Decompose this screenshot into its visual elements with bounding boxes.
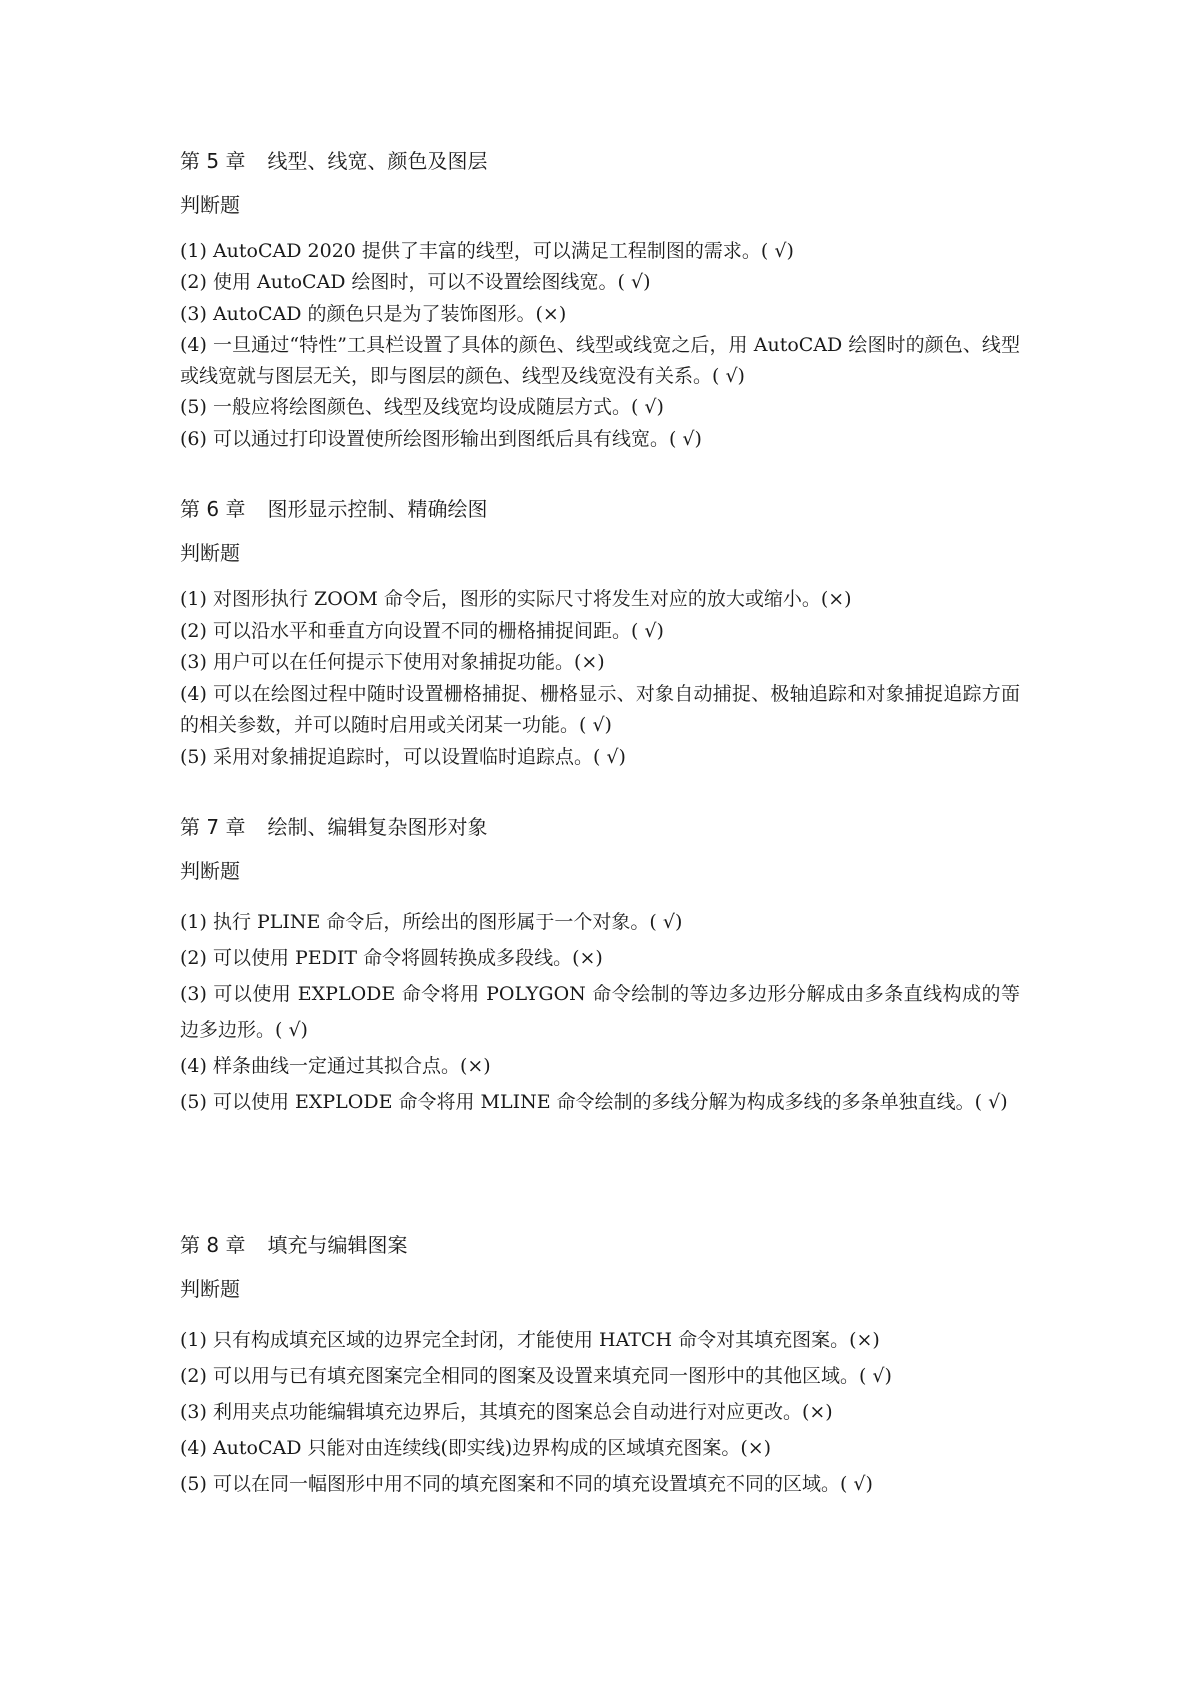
question-item: (3) 可以使用 EXPLODE 命令将用 POLYGON 命令绘制的等边多边形分解成由多条直线构成的等边多边形。( √)	[180, 983, 1020, 1041]
question-item: (2) 使用 AutoCAD 绘图时，可以不设置绘图线宽。( √)	[180, 271, 651, 294]
question-item: (3) 利用夹点功能编辑填充边界后，其填充的图案总会自动进行对应更改。(×)	[180, 1401, 833, 1423]
chapter-number: 第 8 章	[180, 1233, 246, 1257]
subheading: 判断题	[180, 193, 240, 217]
question-list	[180, 1322, 1020, 1502]
chapter-title	[180, 148, 1020, 174]
question-item: (3) AutoCAD 的颜色只是为了装饰图形。(×)	[180, 302, 567, 325]
question-item: (2) 可以沿水平和垂直方向设置不同的栅格捕捉间距。( √)	[180, 619, 664, 642]
chapter-number: 第 7 章	[180, 815, 246, 839]
question-item: (1) AutoCAD 2020 提供了丰富的线型，可以满足工程制图的需求。( √)	[180, 240, 794, 262]
question-item: (4) AutoCAD 只能对由连续线(即实线)边界构成的区域填充图案。(×)	[180, 1437, 772, 1459]
question-item: (1) 对图形执行 ZOOM 命令后，图形的实际尺寸将发生对应的放大或缩小。(×)	[180, 588, 852, 610]
chapter-name: 图形显示控制、精确绘图	[267, 497, 488, 521]
chapter-7-section	[180, 814, 1020, 1120]
chapter-6-section	[180, 496, 1020, 773]
chapter-number: 第 5 章	[180, 149, 246, 173]
question-item: (4) 样条曲线一定通过其拟合点。(×)	[180, 1055, 491, 1077]
question-item: (6) 可以通过打印设置使所绘图形输出到图纸后具有线宽。( √)	[180, 427, 702, 450]
chapter-5-section	[180, 148, 1020, 455]
chapter-title	[180, 814, 1020, 840]
subheading: 判断题	[180, 859, 240, 883]
question-item: (2) 可以用与已有填充图案完全相同的图案及设置来填充同一图形中的其他区域。( √)	[180, 1365, 892, 1387]
question-list	[180, 904, 1020, 1120]
subheading: 判断题	[180, 1277, 240, 1301]
question-item: (1) 执行 PLINE 命令后，所绘出的图形属于一个对象。( √)	[180, 911, 683, 933]
question-list	[180, 584, 1020, 773]
question-item: (5) 可以在同一幅图形中用不同的填充图案和不同的填充设置填充不同的区域。( √)	[180, 1473, 873, 1495]
chapter-name: 绘制、编辑复杂图形对象	[267, 815, 488, 839]
question-item: (2) 可以使用 PEDIT 命令将圆转换成多段线。(×)	[180, 947, 603, 969]
chapter-title	[180, 1232, 1020, 1258]
question-item: (4) 可以在绘图过程中随时设置栅格捕捉、栅格显示、对象自动捕捉、极轴追踪和对象捕捉追踪方面的相关参数，并可以随时启用或关闭某一功能。( √)	[180, 682, 1020, 736]
question-item: (5) 一般应将绘图颜色、线型及线宽均设成随层方式。( √)	[180, 396, 664, 419]
question-item: (5) 采用对象捕捉追踪时，可以设置临时追踪点。( √)	[180, 745, 626, 768]
question-item: (5) 可以使用 EXPLODE 命令将用 MLINE 命令绘制的多线分解为构成多线的多条单独直线。( √)	[180, 1091, 1008, 1113]
chapter-8-section	[180, 1232, 1020, 1502]
chapter-number: 第 6 章	[180, 497, 246, 521]
question-item: (3) 用户可以在任何提示下使用对象捕捉功能。(×)	[180, 651, 605, 673]
chapter-name: 线型、线宽、颜色及图层	[267, 149, 488, 173]
question-item: (4) 一旦通过“特性”工具栏设置了具体的颜色、线型或线宽之后，用 AutoCAD 绘图时的颜色、线型或线宽就与图层无关，即与图层的颜色、线型及线宽没有关系。( √)	[180, 333, 1020, 388]
question-item: (1) 只有构成填充区域的边界完全封闭，才能使用 HATCH 命令对其填充图案。(×)	[180, 1329, 880, 1351]
chapter-name: 填充与编辑图案	[267, 1233, 408, 1257]
question-list	[180, 236, 1020, 455]
subheading: 判断题	[180, 541, 240, 565]
chapter-title	[180, 496, 1020, 522]
